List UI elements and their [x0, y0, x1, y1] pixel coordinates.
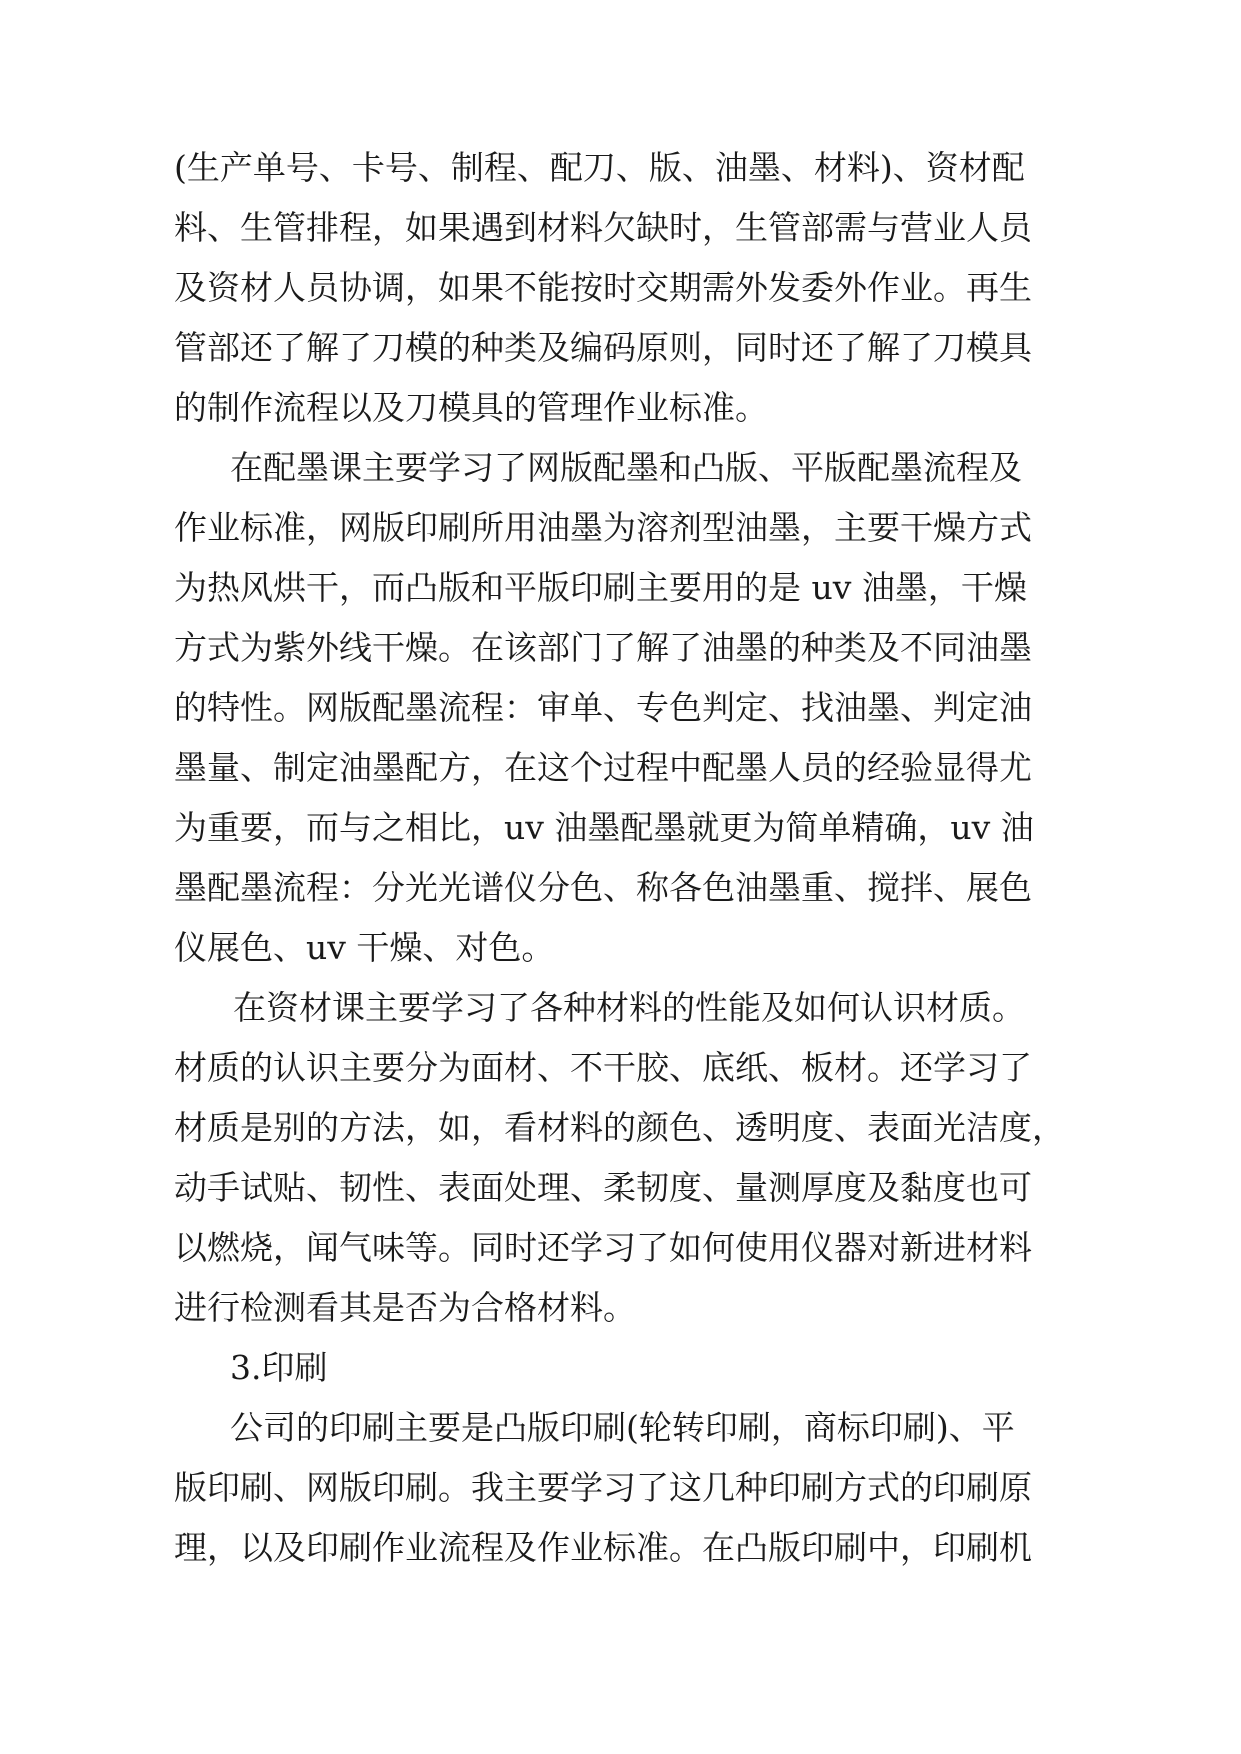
text-line: 为热风烘干，而凸版和平版印刷主要用的是 uv 油墨，干燥 [174, 568, 1027, 607]
text-line: 的特性。网版配墨流程：审单、专色判定、找油墨、判定油 [174, 688, 1032, 727]
text-line: 的制作流程以及刀模具的管理作业标准。 [174, 388, 768, 427]
text-line: 材质是别的方法，如，看材料的颜色、透明度、表面光洁度， [174, 1108, 1065, 1147]
text-line: 料、生管排程，如果遇到材料欠缺时，生管部需与营业人员 [174, 208, 1032, 247]
text-line: 以燃烧，闻气味等。同时还学习了如何使用仪器对新进材料 [174, 1228, 1032, 1267]
text-line: 墨量、制定油墨配方，在这个过程中配墨人员的经验显得尤 [174, 748, 1032, 787]
text-line: 公司的印刷主要是凸版印刷(轮转印刷，商标印刷)、平 [230, 1408, 1015, 1447]
text-line: 理，以及印刷作业流程及作业标准。在凸版印刷中，印刷机 [174, 1528, 1032, 1567]
text-line: 在资材课主要学习了各种材料的性能及如何认识材质。 [233, 988, 1025, 1027]
section-heading: 3.印刷 [230, 1348, 328, 1387]
text-line: 管部还了解了刀模的种类及编码原则，同时还了解了刀模具 [174, 328, 1032, 367]
text-line: 作业标准，网版印刷所用油墨为溶剂型油墨，主要干燥方式 [174, 508, 1032, 547]
text-line: (生产单号、卡号、制程、配刀、版、油墨、材料)、资材配 [174, 148, 1025, 187]
text-line: 在配墨课主要学习了网版配墨和凸版、平版配墨流程及 [230, 448, 1022, 487]
text-line: 材质的认识主要分为面材、不干胶、底纸、板材。还学习了 [174, 1048, 1032, 1087]
text-line: 进行检测看其是否为合格材料。 [174, 1288, 636, 1327]
text-line: 及资材人员协调，如果不能按时交期需外发委外作业。再生 [174, 268, 1032, 307]
text-line: 动手试贴、韧性、表面处理、柔韧度、量测厚度及黏度也可 [174, 1168, 1032, 1207]
text-line: 墨配墨流程：分光光谱仪分色、称各色油墨重、搅拌、展色 [174, 868, 1032, 907]
text-line: 为重要，而与之相比，uv 油墨配墨就更为简单精确，uv 油 [174, 808, 1034, 847]
text-line: 仪展色、uv 干燥、对色。 [174, 928, 555, 967]
text-line: 方式为紫外线干燥。在该部门了解了油墨的种类及不同油墨 [174, 628, 1032, 667]
text-line: 版印刷、网版印刷。我主要学习了这几种印刷方式的印刷原 [174, 1468, 1032, 1507]
